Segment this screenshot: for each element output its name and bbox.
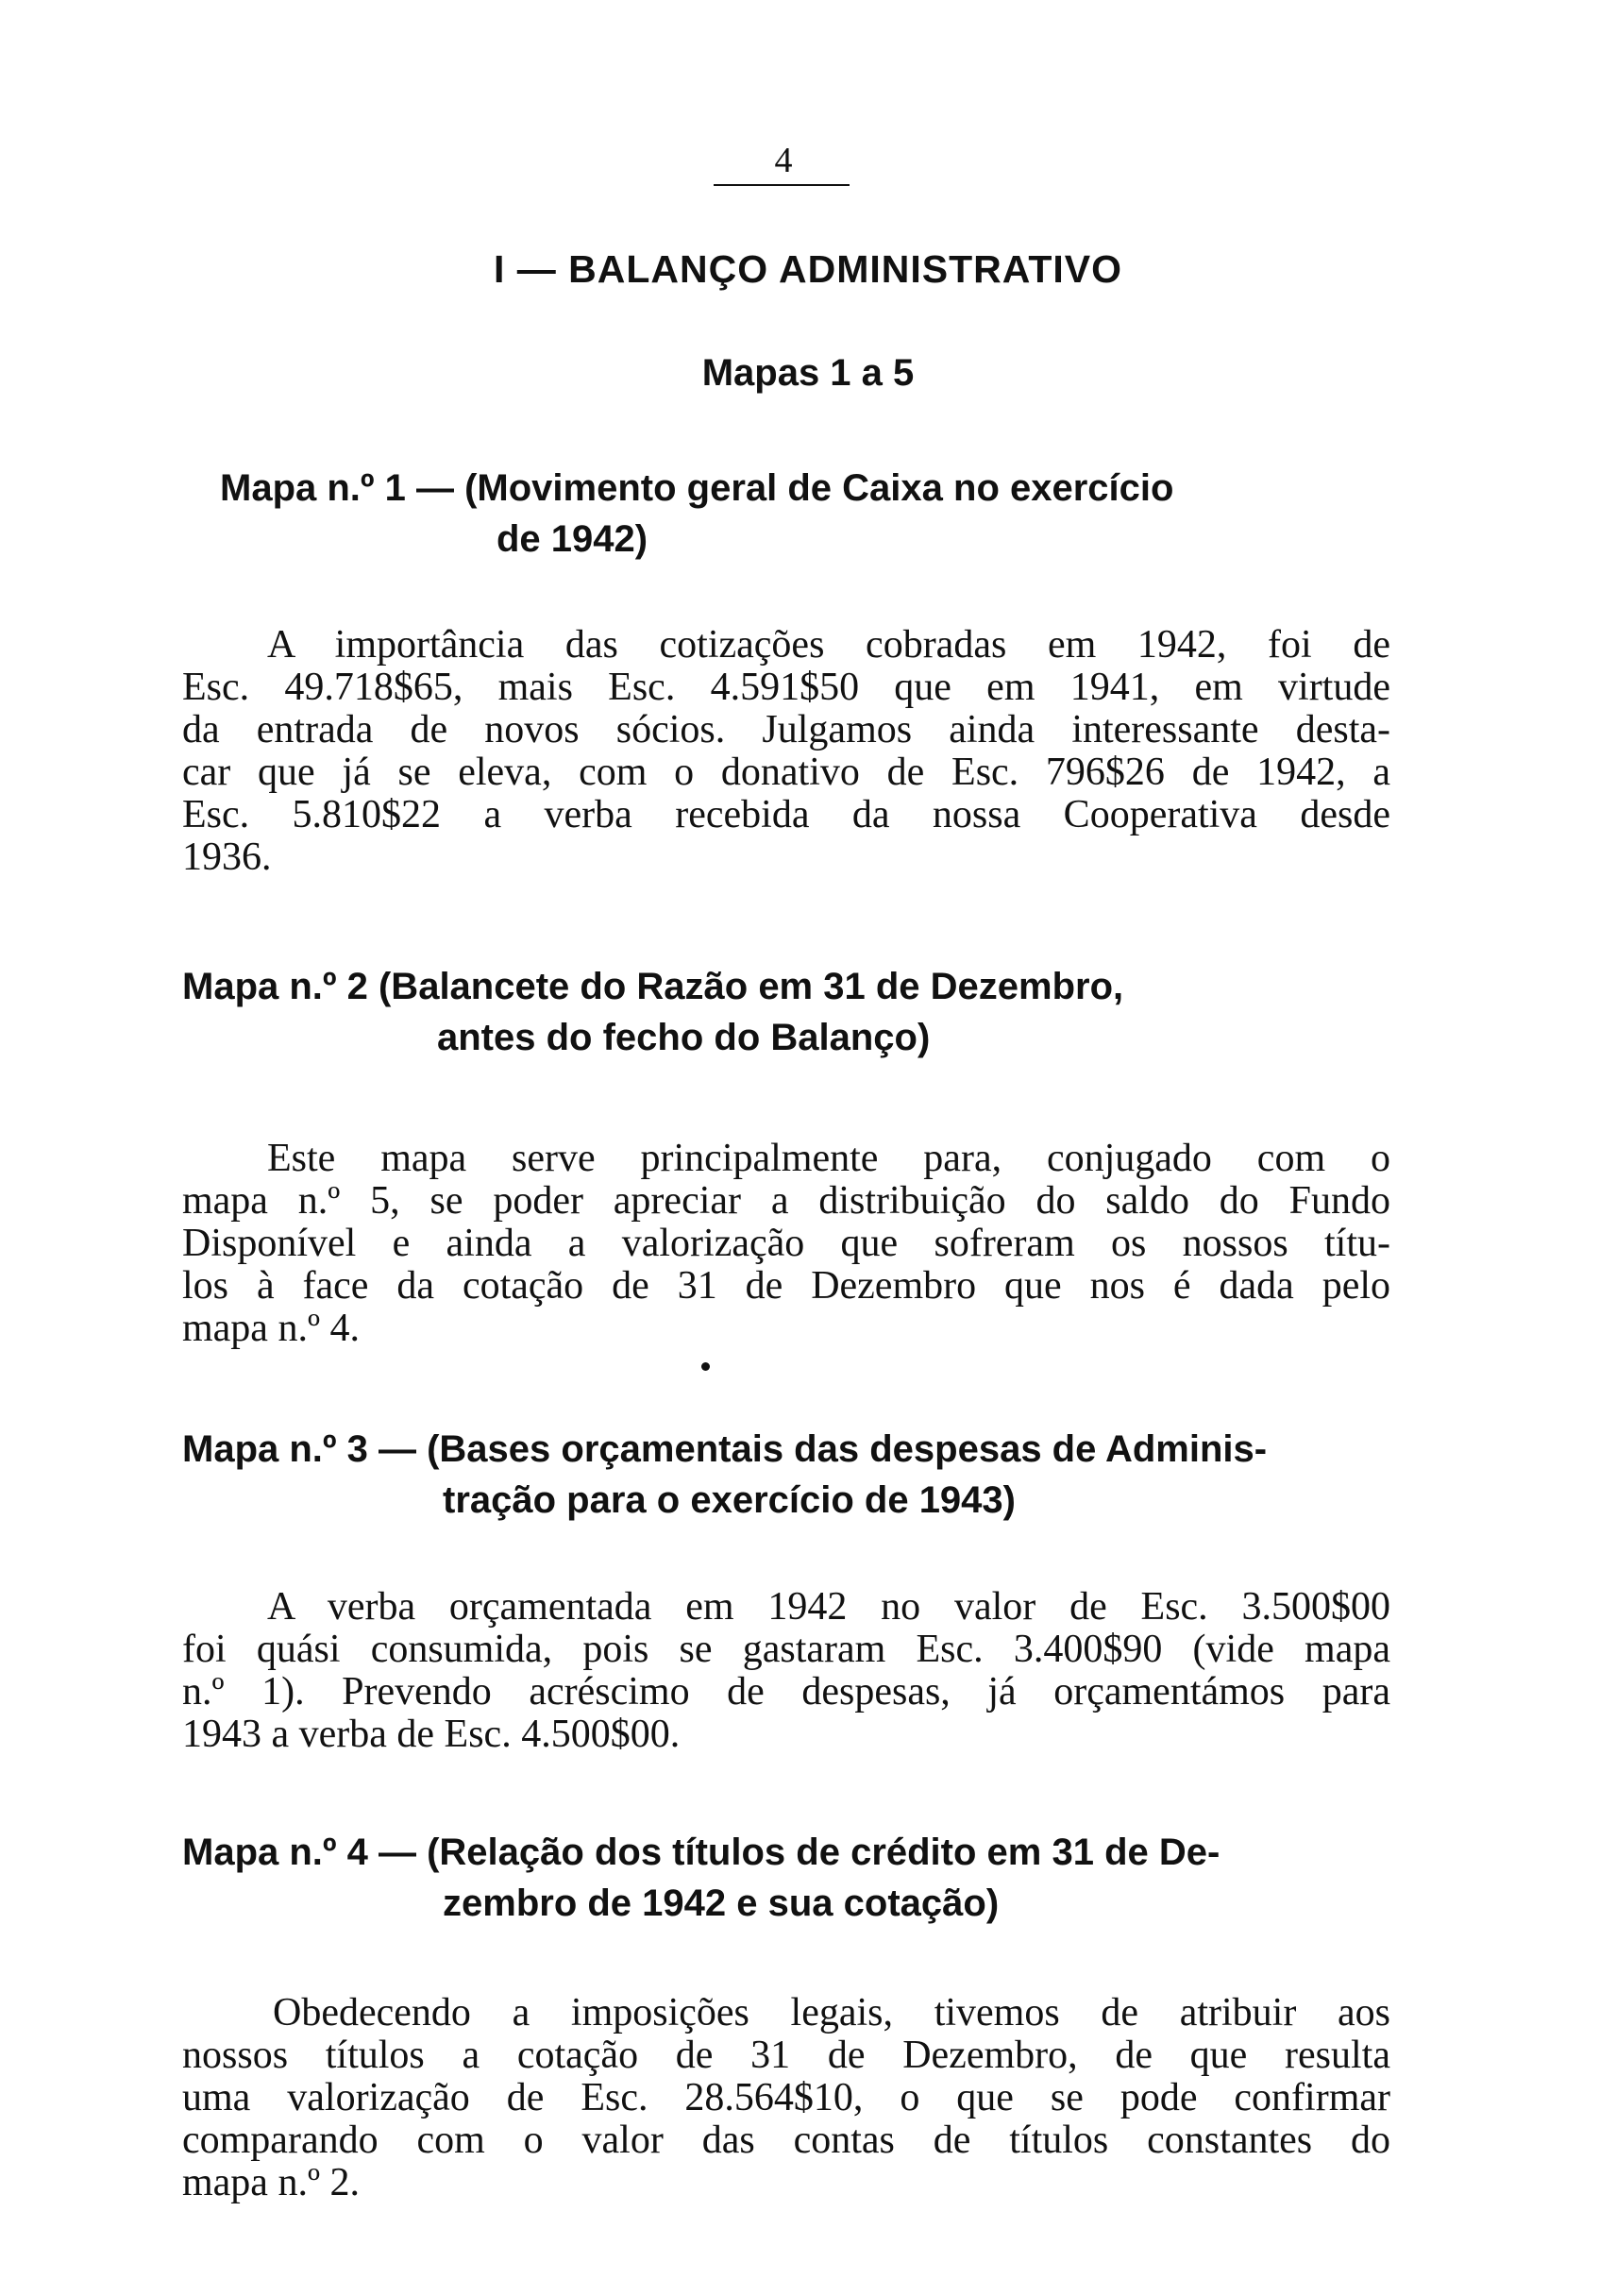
paragraph-line: 1943 a verba de Esc. 4.500$00.: [182, 1713, 681, 1756]
page-number-rule: [714, 184, 850, 186]
map-1-heading-line1: Mapa n.º 1 — (Movimento geral de Caixa no exercício: [220, 467, 1174, 509]
paragraph-line: n.º 1). Prevendo acréscimo de despesas, já orçamentámos para: [182, 1670, 1390, 1714]
map-4-paragraph: [182, 1992, 1390, 2204]
paragraph-line: Este mapa serve principalmente para, conjugado com o: [267, 1137, 1390, 1180]
map-1-heading: [220, 463, 1381, 565]
paragraph-line: A importância das cotizações cobradas em 1942, foi de: [267, 623, 1390, 667]
map-3-heading-line1: Mapa n.º 3 — (Bases orçamentais das despesas de Adminis-: [182, 1428, 1268, 1470]
stray-dot: [701, 1362, 710, 1371]
map-3-heading: [182, 1424, 1400, 1526]
paragraph-line: Obedecendo a imposições legais, tivemos de atribuir aos: [273, 1991, 1390, 2034]
paragraph-line: foi quási consumida, pois se gastaram Esc. 3.400$90 (vide mapa: [182, 1628, 1390, 1671]
paragraph-line: nossos títulos a cotação de 31 de Dezembro, de que resulta: [182, 2034, 1390, 2077]
paragraph-line: da entrada de novos sócios. Julgamos ainda interessante desta-: [182, 708, 1390, 751]
paragraph-line: Disponível e ainda a valorização que sofreram os nossos títu-: [182, 1222, 1390, 1265]
paragraph-line: mapa n.º 5, se poder apreciar a distribuição do saldo do Fundo: [182, 1179, 1390, 1223]
map-4-heading: [182, 1827, 1400, 1929]
map-2-heading-line2: antes do fecho do Balanço): [437, 1017, 931, 1058]
paragraph-line: Esc. 5.810$22 a verba recebida da nossa Cooperativa desde: [182, 793, 1390, 836]
map-1-heading-line2: de 1942): [497, 518, 648, 560]
paragraph-line: comparando com o valor das contas de títulos constantes do: [182, 2119, 1390, 2162]
paragraph-line: los à face da cotação de 31 de Dezembro que nos é dada pelo: [182, 1264, 1390, 1308]
map-4-heading-line1: Mapa n.º 4 — (Relação dos títulos de crédito em 31 de De-: [182, 1832, 1220, 1873]
map-2-paragraph: [182, 1138, 1390, 1350]
map-3-heading-line2: tração para o exercício de 1943): [443, 1479, 1016, 1521]
map-4-heading-line2: zembro de 1942 e sua cotação): [443, 1882, 1000, 1924]
paragraph-line: mapa n.º 2.: [182, 2161, 360, 2204]
section-subtitle: Mapas 1 a 5: [701, 352, 915, 394]
map-2-heading: [182, 961, 1400, 1063]
page-number: 4: [774, 141, 793, 180]
paragraph-line: A verba orçamentada em 1942 no valor de Esc. 3.500$00: [267, 1585, 1390, 1629]
map-3-paragraph: [182, 1586, 1390, 1756]
paragraph-line: uma valorização de Esc. 28.564$10, o que se pode confirmar: [182, 2076, 1390, 2119]
map-2-heading-line1: Mapa n.º 2 (Balancete do Razão em 31 de Dezembro,: [182, 966, 1124, 1007]
paragraph-line: 1936.: [182, 836, 272, 879]
paragraph-line: mapa n.º 4.: [182, 1307, 360, 1350]
map-1-paragraph: [182, 624, 1390, 879]
section-title: I — BALANÇO ADMINISTRATIVO: [493, 247, 1123, 291]
paragraph-line: car que já se eleva, com o donativo de Esc. 796$26 de 1942, a: [182, 751, 1390, 794]
paragraph-line: Esc. 49.718$65, mais Esc. 4.591$50 que em 1941, em virtude: [182, 666, 1390, 709]
